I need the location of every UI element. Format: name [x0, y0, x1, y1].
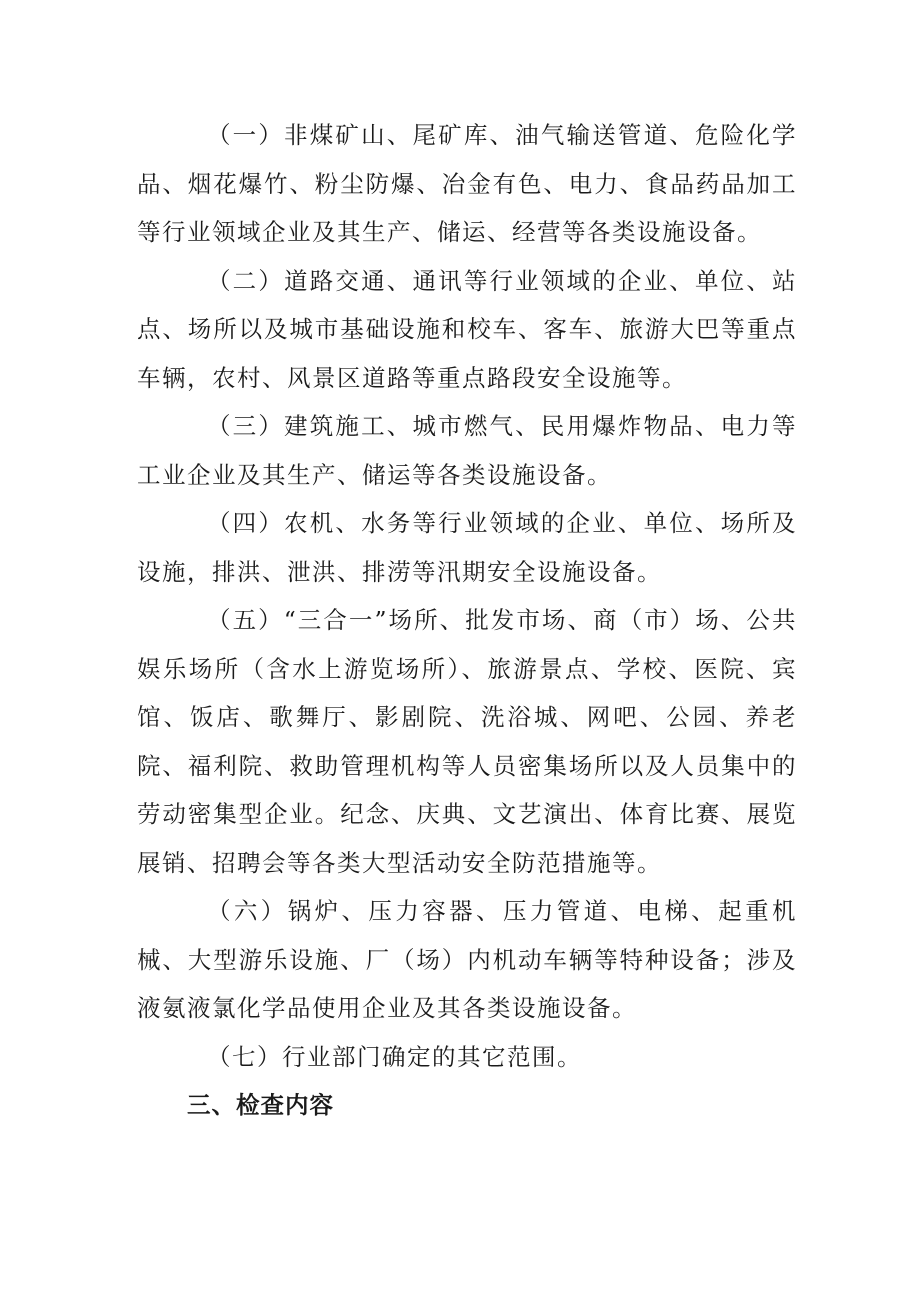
- scope-item-3: （三）建筑施工、城市燃气、民用爆炸物品、电力等工业企业及其生产、储运等各类设施设备。: [137, 412, 797, 489]
- section-heading: 三、检查内容: [187, 1091, 334, 1119]
- scope-item-1: （一）非煤矿山、尾矿库、油气输送管道、危险化学品、烟花爆竹、粉尘防爆、冶金有色、电力、食品药品加工等行业领域企业及其生产、储运、经营等各类设施设备。: [137, 121, 797, 246]
- scope-item-4: （四）农机、水务等行业领域的企业、单位、场所及设施，排洪、泄洪、排涝等汛期安全设施设备。: [137, 509, 797, 586]
- document-body: [137, 111, 797, 1130]
- scope-item-2: （二）道路交通、通讯等行业领域的企业、单位、站点、场所以及城市基础设施和校车、客车、旅游大巴等重点车辆，农村、风景区道路等重点路段安全设施等。: [137, 266, 797, 392]
- scope-item-5: （五）“三合一”场所、批发市场、商（市）场、公共娱乐场所（含水上游览场所）、旅游景点、学校、医院、宾馆、饭店、歌舞厅、影剧院、洗浴城、网吧、公园、养老院、福利院、救助管理机构等人员密集场所以及人员集中的劳动密集型企业。纪念、庆典、文艺演出、体育比赛、展览展销、招聘会等各类大型活动安全防范措施等。: [137, 606, 797, 877]
- scope-item-7: （七）行业部门确定的其它范围。: [207, 1042, 582, 1071]
- scope-item-6: （六）锅炉、压力容器、压力管道、电梯、起重机械、大型游乐设施、厂（场）内机动车辆等特种设备；涉及液氨液氯化学品使用企业及其各类设施设备。: [137, 897, 797, 1022]
